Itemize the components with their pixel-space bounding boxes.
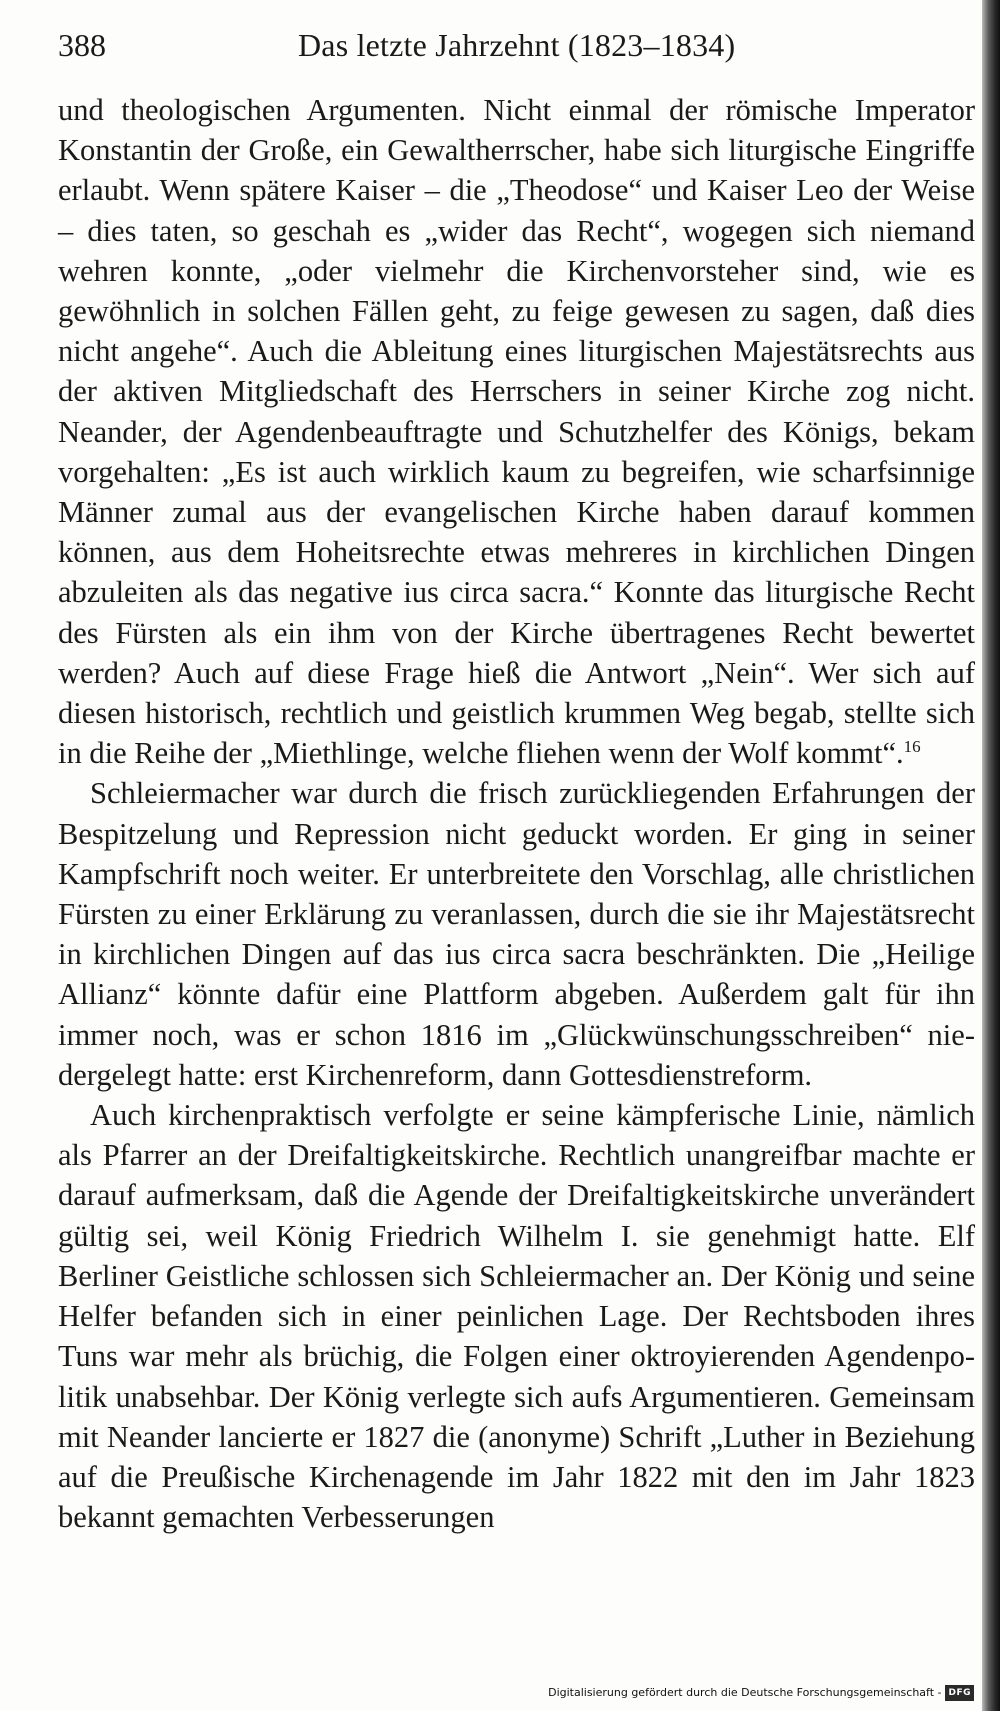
paragraph-3: Auch kirchenpraktisch verfolgte er seine kämpferische Linie, nämlich als Pfarrer an der Dreifaltigkeitskirche. Rechtlich unangreifbar machte er darauf aufmerksam, daß die Agende der Dreifaltigkeitskirche unverändert gültig sei, weil König Friedrich Wilhelm I. sie genehmigt hatte. Elf Berliner Geistliche schlossen sich Schleiermacher an. Der König und seine Helfer befanden sich in einer peinlichen Lage. Der Rechtsboden ihres Tuns war mehr als brüchig, die Folgen einer oktroyierenden Agendenpolitik unabsehbar. Der König verlegte sich aufs Argumentieren. Gemeinsam mit Neander lancierte er 1827 die (anonyme) Schrift „Luther in Beziehung auf die Preußische Kirchenagende im Jahr 1822 mit den im Jahr 1823 bekannt gemachten Verbesserungen xyxy=(58,1098,975,1535)
page-number: 388 xyxy=(58,27,106,63)
paragraph-1-text: und theologischen Argumenten. Nicht einmal der römische Imperator Konstantin der Große, ein Gewaltherrscher, habe sich liturgische Eingriffe erlaubt. Wenn spätere Kaiser – die „Theodose“ und Kaiser Leo der Weise – dies taten, so geschah es „wider das Recht“, wogegen sich niemand wehren konnte, „oder vielmehr die Kirchenvorsteher sind, wie es gewöhnlich in solchen Fällen geht, zu feige gewesen zu sagen, daß dies nicht angehe“. Auch die Ableitung eines liturgischen Majestätsrechts aus der aktiven Mitgliedschaft des Herrschers in seiner Kirche zog nicht. Neander, der Agendenbeauftragte und Schutzhelfer des Königs, bekam vorgehalten: „Es ist auch wirklich kaum zu begreifen, wie scharfsinnige Männer zumal aus der evangelischen Kirche haben darauf kommen können, aus dem Hoheitsrechte etwas mehreres in kirchlichen Dingen abzuleiten als das negative ius circa sacra.“ Konnte das liturgische Recht des Fürsten als ein ihm von der Kirche übertragenes Recht bewertet werden? Auch auf diese Frage hieß die Antwort „Nein“. Wer sich auf diesen historisch, rechtlich und geistlich krummen Weg begab, stellte sich in die Reihe der „Miethlinge, welche fliehen wenn der Wolf kommt“. xyxy=(58,93,975,771)
body-text xyxy=(58,90,975,1537)
digitization-note: Digitalisierung gefördert durch die Deutsche Forschungsgemeinschaft - xyxy=(548,1686,942,1699)
digitization-footer xyxy=(548,1683,974,1703)
footnote-reference: 16 xyxy=(903,737,921,757)
dfg-logo-icon: DFG xyxy=(945,1685,974,1701)
paragraph-1 xyxy=(58,90,975,773)
paragraph-2: Schleiermacher war durch die frisch zurückliegenden Erfahrungen der Bespitzelung und Repression nicht geduckt worden. Er ging in seiner Kampfschrift noch weiter. Er unterbreitete den Vorschlag, alle christlichen Fürsten zu einer Erklärung zu veranlassen, durch die sie ihr Majestätsrecht in kirchlichen Dingen auf das ius circa sacra beschränkten. Die „Heilige Allianz“ könnte dafür eine Plattform abgeben. Außerdem galt für ihn immer noch, was er schon 1816 im „Glückwünschungsschreiben“ niedergelegt hatte: erst Kirchenreform, dann Gottesdienstreform. xyxy=(58,776,975,1092)
scan-shadow-edge xyxy=(982,0,1000,1711)
page-header xyxy=(58,20,978,70)
running-title: Das letzte Jahrzehnt (1823–1834) xyxy=(298,27,736,63)
